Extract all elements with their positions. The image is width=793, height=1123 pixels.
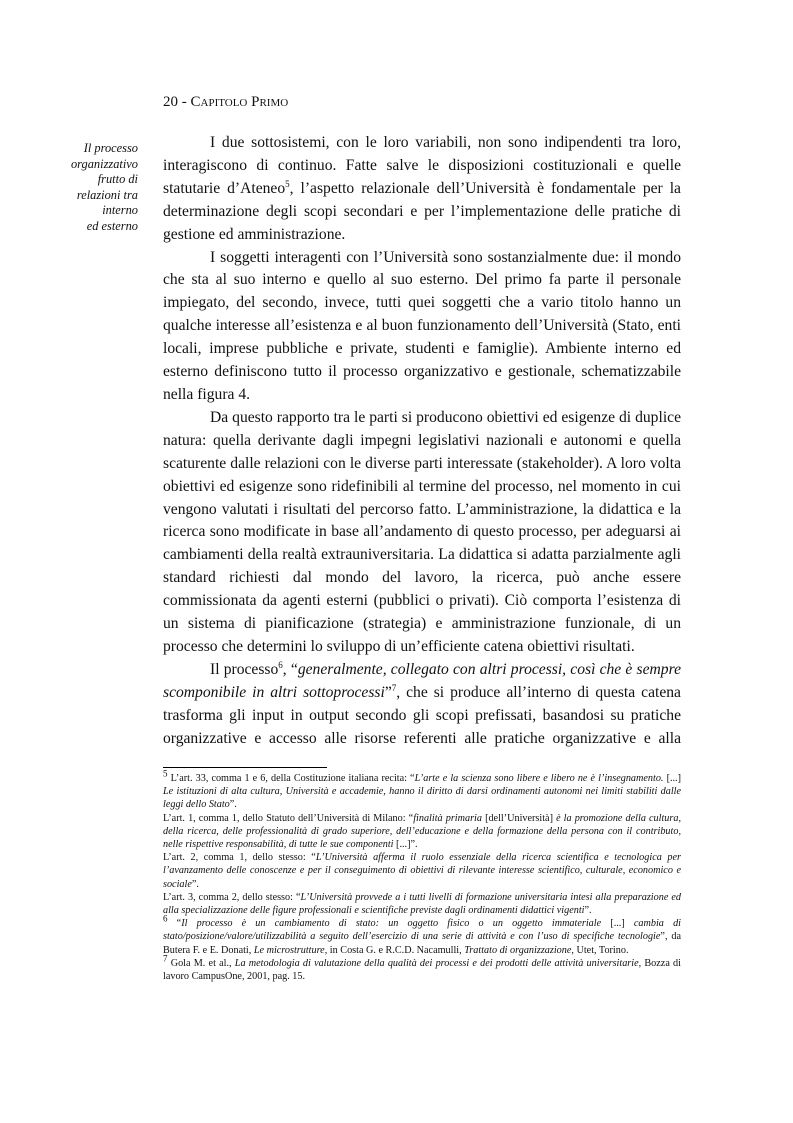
paragraph-2: I soggetti interagenti con l’Università sono sostanzialmente due: il mondo che sta al suo interno e quello al suo esterno. Del primo fa parte il personale impiegato, del secondo, invece, tutti quei soggetti che a vario titolo hanno un qualche interesse all’esistenza e al buon funzionamento dell’Università (Stato, enti locali, imprese pubbliche e private, studenti e famiglie). Ambiente interno ed esterno definiscono tutto il processo organizzativo e gestionale, schematizzabile nella figura 4. [163, 248, 681, 403]
margin-note-line: Il processo [83, 141, 138, 155]
margin-note-line: frutto di [97, 172, 138, 187]
footnote-ref-7: 7 [391, 682, 397, 693]
footnote-5-line-4: L’art. 3, comma 2, dello stesso: “L’Università provvede a i tutti livelli di formazione universitaria intesi alla preparazione ed alla specializzazione delle figure professionali e scientifiche previste dagli ordinamenti didattici vigenti”. [163, 891, 681, 917]
margin-note [60, 141, 138, 235]
footnote-6: $^6$ “Il processo è un cambiamento di stato: un oggetto fisico o un oggetto immateriale [...] cambia di stato/posizione/valore/utilizzabilità a seguito dell’esercizio di una serie di attività e con l’uso di specifiche tecnologie”, da Butera F. e E. Donati, Le microstrutture, in Costa G. e R.C.D. Nacamulli, Trattato di organizzazione, Utet, Torino. [163, 913, 681, 956]
quotation: generalmente, collegato con altri processi, così che è sempre scomponibile in altri sottoprocessi [163, 660, 682, 701]
footnote-5-line-3: L’art. 2, comma 1, dello stesso: “L’Università afferma il ruolo essenziale della ricerca scientifica e tecnologica per l’avanzamento delle conoscenze e per il conseguimento di obiettivi di rilevante interesse scientifico, culturale, economico e sociale”. [163, 852, 681, 890]
header-separator: - [178, 94, 191, 110]
margin-note-line: ed esterno [86, 218, 138, 233]
paragraph-3: Da questo rapporto tra le parti si producono obiettivi ed esigenze di duplice natura: quella derivante dagli impegni legislativi nazionali e autonomi e quella scaturente dalle relazioni con le diverse parti interessate (stakeholder). A loro volta obiettivi ed esigenze sono ridefinibili al termine del processo, nel momento in cui vengono valutati i risultati del percorso fatto. L’amministrazione, la didattica e la ricerca sono modificate in base all’andamento di questo processo, per adeguarsi ai cambiamenti della realtà extrauniversitaria. La didattica si adatta parzialmente agli standard richiesti dal mondo del lavoro, la ricerca, può anche essere commissionata da agenti esterni (pubblici o privati). Ciò comporta l’esistenza di un sistema di pianificazione (strategia) e amministrazione funzionale, di un processo che determini lo sviluppo di un’efficiente catena obiettivi risultati. [163, 408, 681, 655]
footnote-ref-5: 5 [285, 178, 290, 189]
running-header [163, 94, 288, 111]
footnote-separator [163, 767, 327, 768]
margin-note-line: interno [102, 203, 138, 218]
paragraph-1: I due sottosistemi, con le loro variabili, non sono indipendenti tra loro, interagiscono di continuo. Fatte salve le disposizioni costituzionali e quelle statutarie d’Ateneo$^5$, l’aspetto relazionale dell’Università è fondamentale per la determinazione degli scopi secondari e per l’implementazione delle pratiche di gestione ed amministrazione. [163, 134, 681, 243]
paragraph-4: Il processo$^6$, “generalmente, collegato con altri processi, così che è sempre scomponibile in altri sottoprocessi”$^7$, che si produce all’interno di questa catena trasforma gli input in output secondo gli scopi prefissati, basandosi su pratiche organizzative e accesso alle risorse referenti alle pratiche organizzative e alla [163, 659, 682, 747]
footnote-5-line-2: L’art. 1, comma 1, dello Statuto dell’Università di Milano: “finalità primaria [dell’Università] è la promozione della cultura, della ricerca, delle professionalità di grado superiore, dell’educazione e della formazione della persona con il contributo, nelle rispettive responsabilità, di tutte le sue componenti [...]”. [163, 812, 681, 851]
footnote-ref-6: 6 [278, 659, 283, 670]
footnote-5-line-1: $^5$ L’art. 33, comma 1 e 6, della Costituzione italiana recita: “L’arte e la scienza sono libere e libero ne è l’insegnamento. [...] Le istituzioni di alta cultura, Università e accademie, hanno il diritto di darsi ordinamenti autonomi nei limiti stabiliti dalle leggi dello Stato”. [163, 768, 681, 811]
chapter-title: Capitolo Primo [190, 94, 289, 110]
margin-note-line: organizzativo [70, 156, 138, 171]
footnotes [163, 768, 681, 983]
body-text [163, 132, 681, 750]
footnote-7: $^7$ Gola M. et al., La metodologia di valutazione della qualità dei processi e dei prodotti delle attività universitarie, Bozza di lavoro CampusOne, 2001, pag. 15. [163, 953, 681, 983]
page-number: 20 [163, 94, 178, 110]
margin-note-line: relazioni tra [76, 187, 138, 202]
